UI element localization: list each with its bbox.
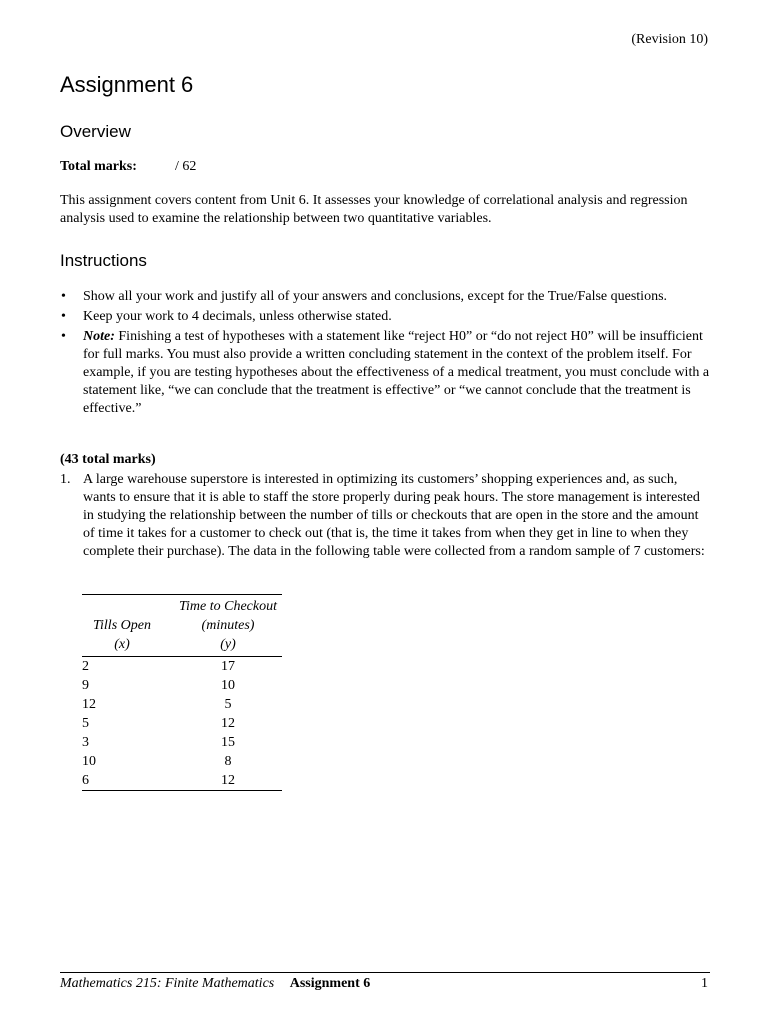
table-row: 9 10 <box>82 678 235 693</box>
table-row: 3 15 <box>82 735 235 750</box>
total-marks-value: / 62 <box>175 159 197 174</box>
footer-divider <box>60 972 710 973</box>
total-marks <box>60 159 196 175</box>
table-row: 10 8 <box>82 754 232 769</box>
instruction-item: • Show all your work and justify all of your answers and conclusions, except for the True/False questions. <box>60 288 710 306</box>
table-row: 5 12 <box>82 716 235 731</box>
footer-assignment: Assignment 6 <box>289 976 371 991</box>
question-text: A large warehouse superstore is interested in optimizing its customers’ shopping experiences and, as such, wants to ensure that it is able to staff the store properly during peak hours. The store management is interested in studying the relationship between the number of tills or checkouts that are open in the store and the amount of time it takes for a customer to check out (that is, the time it takes from when they get in line to when they complete their purchase). The data in the following table were collected from a random sample of 7 customers: <box>83 472 705 559</box>
instruction-note-item <box>60 328 710 418</box>
question-1 <box>60 471 710 561</box>
note-text: Finishing a test of hypotheses with a statement like “reject H0” or “do not reject H0” will be insufficient for full marks. You must also provide a written concluding statement in the context of the problem itself. For example, if you are testing hypotheses about the effectiveness of a medical treatment, you must conclude with a statement like, “we can conclude that the treatment is effective” or “we cannot conclude that the treatment is effective.” <box>83 329 710 416</box>
x-column-header: Tills Open (x) <box>93 618 151 652</box>
section-marks: (43 total marks) <box>60 452 156 467</box>
overview-heading: Overview <box>60 122 131 141</box>
page-title: Assignment 6 <box>60 72 194 97</box>
page-number: 1 <box>701 976 708 991</box>
table-row: 2 17 <box>82 659 235 674</box>
table-row: 6 12 <box>82 773 235 788</box>
table-header-row <box>82 595 282 657</box>
overview-intro: This assignment covers content from Unit 6. It assesses your knowledge of correlational analysis and regression analysis used to examine the relationship between two quantitative variables. <box>60 193 688 226</box>
instruction-item: • Keep your work to 4 decimals, unless otherwise stated. <box>60 308 710 326</box>
instructions-list <box>60 288 710 420</box>
data-table <box>82 594 282 791</box>
total-marks-label: Total marks: <box>60 159 137 174</box>
y-column-header: Time to Checkout (minutes) (y) <box>179 599 277 652</box>
question-number: 1. <box>60 472 71 487</box>
page-footer <box>60 976 710 992</box>
revision-label: (Revision 10) <box>631 32 708 47</box>
note-label: Note: <box>83 329 115 344</box>
instructions-heading: Instructions <box>60 251 147 270</box>
footer-course: Mathematics 215: Finite Mathematics <box>60 976 275 991</box>
table-row: 12 5 <box>82 697 232 712</box>
